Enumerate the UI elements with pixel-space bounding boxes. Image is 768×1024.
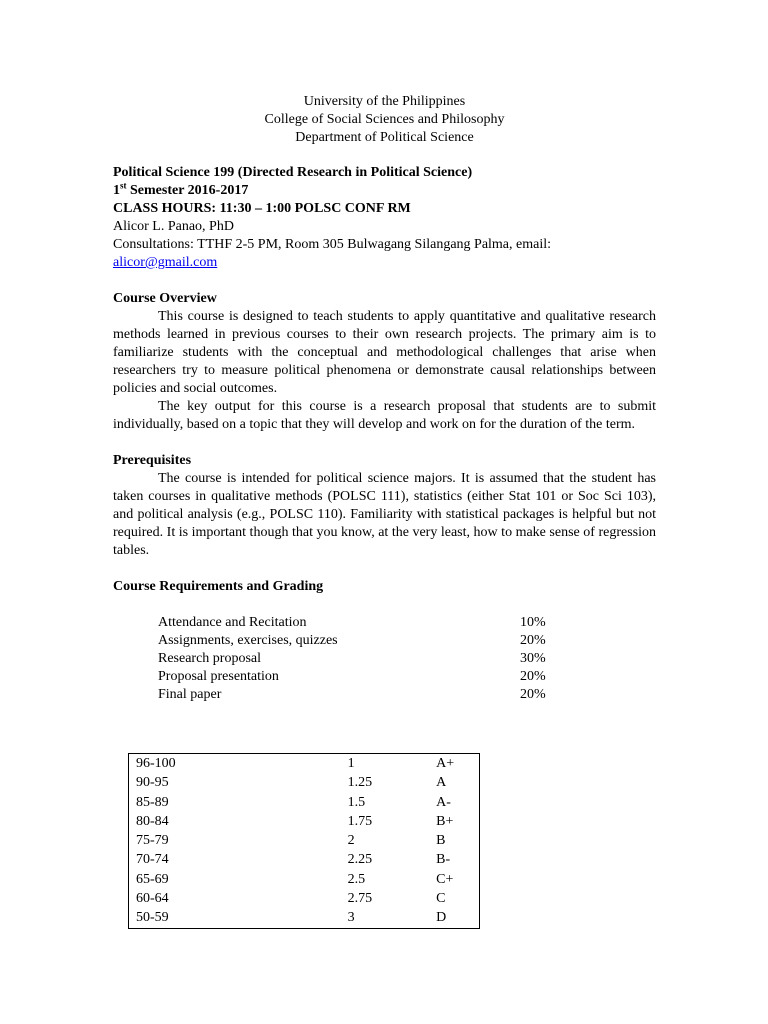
letter-grade: A-: [436, 794, 451, 810]
grading-item-label: Research proposal: [158, 651, 262, 666]
institution-header: [113, 93, 656, 147]
numeric-grade: 1.75: [347, 813, 373, 829]
course-overview-section: [113, 290, 656, 434]
score-range: 80-84: [136, 813, 169, 829]
grading-item: [113, 614, 656, 632]
score-range: 70-74: [136, 852, 169, 868]
grading-item-weight: 10%: [520, 615, 546, 630]
semester-text: Semester 2016-2017: [126, 183, 249, 198]
table-row: [129, 812, 480, 831]
score-range: 75-79: [136, 833, 169, 849]
grading-item: [113, 686, 656, 704]
numeric-grade: 3: [347, 910, 355, 926]
letter-grade: B: [436, 833, 446, 849]
overview-paragraph: This course is designed to teach students to apply quantitative and qualitative research methods learned in previous courses to their own research projects. The primary aim is to familiarize students with the conceptual and methodological challenges that arise when researchers try to measure political phenomena or demonstrate causal relationships between policies and social outcomes.: [113, 309, 656, 396]
letter-grade: B-: [436, 852, 451, 868]
table-row: [129, 773, 480, 792]
semester: [113, 182, 656, 200]
grading-item: [113, 668, 656, 686]
prerequisites-paragraph: The course is intended for political science majors. It is assumed that the student has taken courses in qualitative methods (POLSC 111), statistics (either Stat 101 or Soc Sci 103), and political analysis (e.g., POLSC 110). Familiarity with statistical packages is helpful but not required. It is important though that you know, at the very least, how to make sense of regression tables.: [113, 471, 656, 558]
grading-item-weight: 20%: [520, 669, 546, 684]
score-range: 65-69: [136, 871, 169, 887]
email-link[interactable]: alicor@gmail.com: [113, 255, 218, 270]
prerequisites-section: [113, 452, 656, 560]
grading-item: [113, 632, 656, 650]
grading-scale-table: [128, 753, 480, 929]
grading-item-label: Proposal presentation: [158, 669, 279, 684]
score-range: 85-89: [136, 794, 169, 810]
grading-item-label: Attendance and Recitation: [158, 615, 307, 630]
table-row: [129, 754, 480, 774]
grading-item-weight: 20%: [520, 633, 546, 648]
letter-grade: B+: [436, 813, 454, 829]
score-range: 96-100: [136, 756, 176, 771]
numeric-grade: 1.5: [347, 794, 366, 810]
score-range: 50-59: [136, 910, 169, 926]
grading-list: [113, 614, 656, 704]
semester-ordinal: st: [120, 180, 127, 191]
class-hours: CLASS HOURS: 11:30 – 1:00 POLSC CONF RM: [113, 201, 411, 216]
table-row: [129, 908, 480, 928]
grading-heading: Course Requirements and Grading: [113, 579, 324, 594]
college-name: College of Social Sciences and Philosophy: [264, 112, 505, 127]
overview-paragraph: The key output for this course is a research proposal that students are to submit individually, based on a topic that they will develop and work on for the duration of the term.: [113, 399, 656, 432]
table-row: [129, 870, 480, 889]
letter-grade: A: [436, 775, 447, 791]
grading-item: [113, 650, 656, 668]
instructor-name: Alicor L. Panao, PhD: [113, 219, 234, 234]
table-row: [129, 889, 480, 908]
email-line: [113, 254, 656, 272]
numeric-grade: 2: [347, 833, 355, 849]
prerequisites-heading: Prerequisites: [113, 453, 192, 468]
document-body: [113, 93, 656, 704]
semester-number: 1: [113, 183, 120, 198]
grading-item-weight: 30%: [520, 651, 546, 666]
university-name: University of the Philippines: [303, 94, 466, 109]
letter-grade: D: [436, 910, 447, 926]
numeric-grade: 1: [347, 756, 355, 771]
score-range: 90-95: [136, 775, 169, 791]
table-row: [129, 831, 480, 850]
numeric-grade: 2.25: [347, 852, 373, 868]
table-row: [129, 850, 480, 869]
course-info: [113, 164, 656, 272]
grading-section: [113, 578, 656, 704]
department-name: Department of Political Science: [295, 130, 474, 145]
numeric-grade: 1.25: [347, 775, 373, 791]
letter-grade: C: [436, 891, 446, 907]
course-overview-heading: Course Overview: [113, 291, 217, 306]
numeric-grade: 2.5: [347, 871, 366, 887]
numeric-grade: 2.75: [347, 891, 373, 907]
letter-grade: A+: [436, 756, 455, 771]
grading-item-label: Final paper: [158, 687, 222, 702]
letter-grade: C+: [436, 871, 454, 887]
course-title: Political Science 199 (Directed Research in Political Science): [113, 165, 473, 180]
grading-item-label: Assignments, exercises, quizzes: [158, 633, 338, 648]
grading-item-weight: 20%: [520, 687, 546, 702]
table-row: [129, 793, 480, 812]
consultation-hours: Consultations: TTHF 2-5 PM, Room 305 Bulwagang Silangang Palma, email:: [113, 237, 552, 252]
score-range: 60-64: [136, 891, 169, 907]
